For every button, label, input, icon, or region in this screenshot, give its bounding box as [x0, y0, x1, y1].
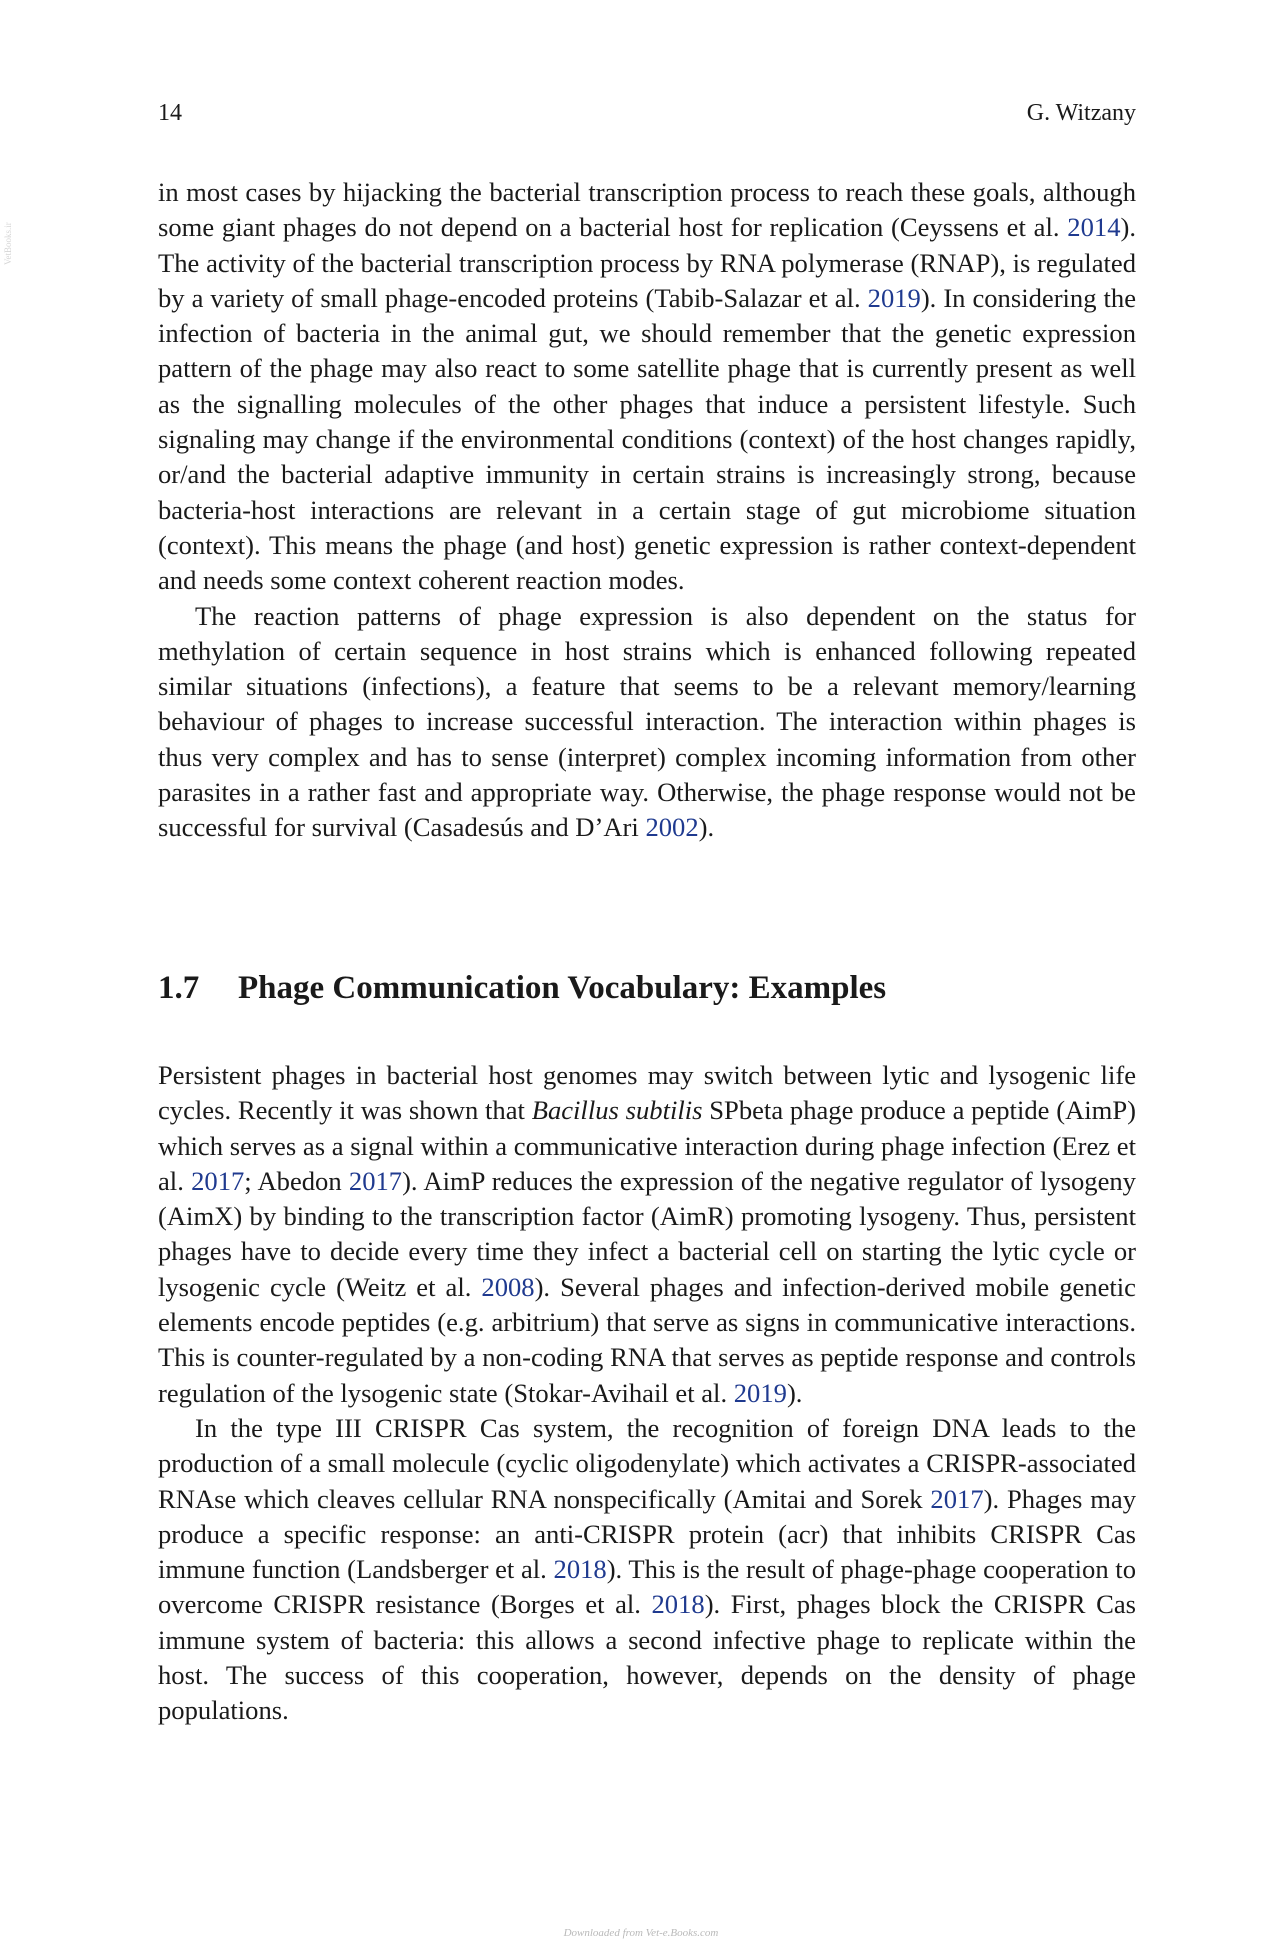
- text-run: In the type III CRISPR Cas system, the recognition of foreign DNA leads to the production of a small molecule (cyclic oligodenylate) which activates a CRISPR-associated RNAse which cleaves cellular RNA nonspecifically (Amitai and Sorek: [158, 1412, 1136, 1514]
- text-run: ). Phages may produce a specific response: an anti-CRISPR protein (acr) that inhibits CRISPR Cas immune function (Landsberger et al.: [158, 1483, 1136, 1585]
- paragraph: [158, 599, 1136, 846]
- text-run: ).: [698, 812, 715, 843]
- text-run: in most cases by hijacking the bacterial transcription process to reach these goals, although some giant phages do not depend on a bacterial host for replication (Ceyssens et al.: [158, 177, 1136, 243]
- citation-link[interactable]: 2019: [733, 1377, 787, 1408]
- text-run: SPbeta phage produce a peptide (AimP) which serves as a signal within a communicative interaction during phage infection (Erez et al.: [158, 1095, 1136, 1196]
- section-heading: [158, 966, 1136, 1010]
- paragraph: [158, 1411, 1136, 1729]
- citation-link[interactable]: 2002: [645, 812, 699, 843]
- citation-link[interactable]: 2017: [930, 1483, 984, 1514]
- paragraph: [158, 175, 1136, 599]
- text-run: ). This is the result of phage-phage cooperation to overcome CRISPR resistance (Borges et al.: [158, 1554, 1136, 1620]
- italic-species-name: Bacillus subtilis: [531, 1095, 703, 1126]
- page-header: [158, 100, 1136, 134]
- citation-link[interactable]: 2014: [1067, 212, 1121, 243]
- section-title: Phage Communication Vocabulary: Examples: [238, 970, 887, 1006]
- text-run: ). Several phages and infection-derived mobile genetic elements encode peptides (e.g. arbitrium) that serve as signs in communicative interactions. This is counter-regulated by a non-coding RNA that serves as peptide response and controls regulation of the lysogenic state (Stokar-Avihail et al.: [158, 1271, 1136, 1408]
- citation-link[interactable]: 2018: [651, 1589, 705, 1620]
- running-head-author: G. Witzany: [1026, 100, 1136, 126]
- text-run: ). The activity of the bacterial transcription process by RNA polymerase (RNAP), is regulated by a variety of small phage-encoded proteins (Tabib-Salazar et al.: [158, 212, 1136, 313]
- paragraph: [158, 1058, 1136, 1411]
- text-run: Persistent phages in bacterial host genomes may switch between lytic and lysogenic life cycles. Recently it was shown that: [158, 1060, 1136, 1126]
- side-watermark: VetBooks.ir: [3, 222, 13, 265]
- text-run: The reaction patterns of phage expression is also dependent on the status for methylation of certain sequence in host strains which is enhanced following repeated similar situations (infections), a feature that seems to be a relevant memory/learning behaviour of phages to increase successful interaction. The interaction within phages is thus very complex and has to sense (interpret) complex incoming information from other parasites in a rather fast and appropriate way. Otherwise, the phage response would not be successful for survival (Casadesús and D’Ari: [158, 600, 1136, 843]
- footer-watermark: Downloaded from Vet-e.Books.com: [563, 1927, 719, 1939]
- section-number: 1.7: [158, 970, 200, 1006]
- citation-link[interactable]: 2018: [553, 1554, 607, 1585]
- text-run: ).: [786, 1377, 803, 1408]
- citation-link[interactable]: 2017: [348, 1165, 403, 1196]
- body-text-section: [158, 1058, 1136, 1729]
- citation-link[interactable]: 2008: [481, 1271, 535, 1302]
- text-run: ). AimP reduces the expression of the negative regulator of lysogeny (AimX) by binding to the transcription factor (AimR) promoting lysogeny. Thus, persistent phages have to decide every time they infect a bacterial cell on starting the lytic cycle or lysogenic cycle (Weitz et al.: [158, 1165, 1136, 1302]
- text-run: ). First, phages block the CRISPR Cas immune system of bacteria: this allows a second infective phage to replicate within the host. The success of this cooperation, however, depends on the density of phage populations.: [158, 1589, 1136, 1726]
- citation-link[interactable]: 2019: [867, 282, 921, 313]
- text-run: ). In considering the infection of bacteria in the animal gut, we should remember that the genetic expression pattern of the phage may also react to some satellite phage that is currently present as well as the signalling molecules of the other phages that induce a persistent lifestyle. Such signaling may change if the environmental conditions (context) of the host changes rapidly, or/and the bacterial adaptive immunity in certain strains is increasingly strong, because bacteria-host interactions are relevant in a certain stage of gut microbiome situation (context). This means the phage (and host) genetic expression is rather context-dependent and needs some context coherent reaction modes.: [158, 282, 1136, 596]
- text-run: ; Abedon: [244, 1165, 349, 1196]
- body-text-top: [158, 175, 1136, 846]
- page-number: 14: [158, 100, 182, 126]
- citation-link[interactable]: 2017: [191, 1165, 245, 1196]
